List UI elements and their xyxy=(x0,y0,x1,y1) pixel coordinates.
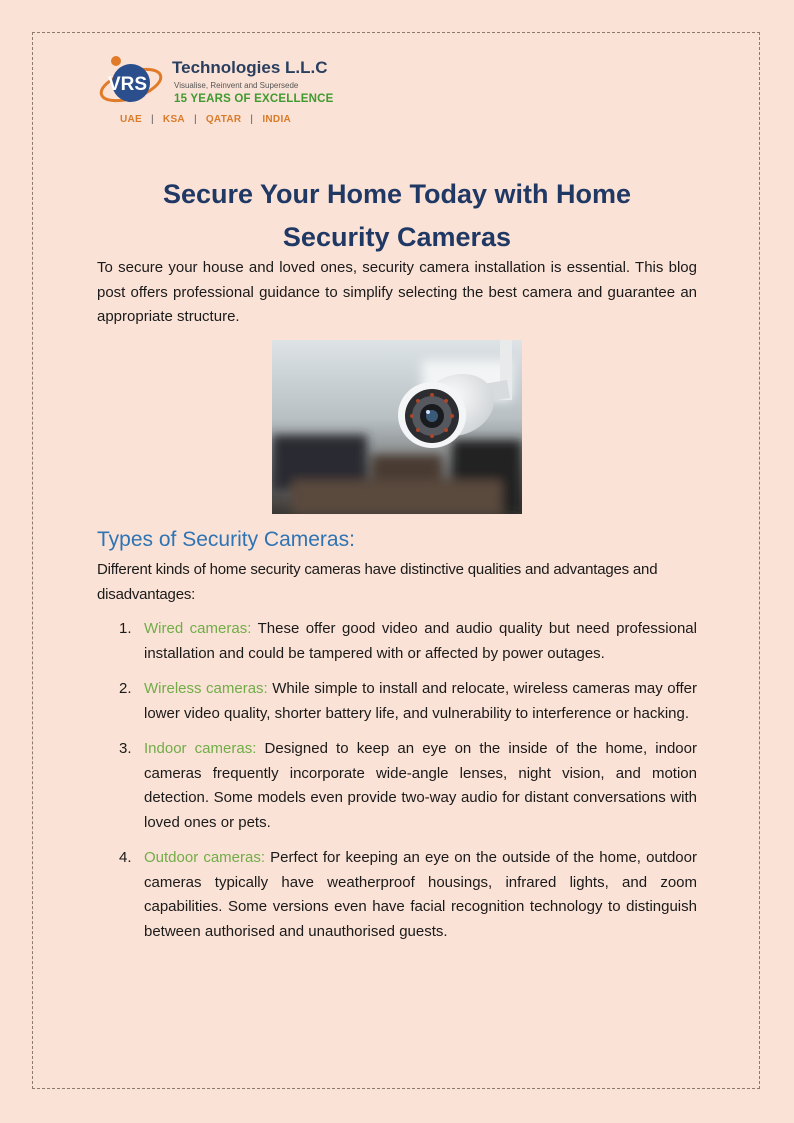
region-ksa: KSA xyxy=(162,114,185,125)
list-item-outdoor xyxy=(97,846,697,944)
page-title xyxy=(97,173,697,259)
vrs-globe-logo-icon xyxy=(98,55,170,115)
type-description: While simple to install and relocate, wireless cameras may offer lower video quality, shorter battery life, and vulnerability to interference or hacking. xyxy=(144,680,697,722)
title-line-2: Security Cameras xyxy=(282,222,512,252)
types-intro: Different kinds of home security cameras have distinctive qualities and advantages and disadvantages: xyxy=(97,561,658,603)
title-line-1: Secure Your Home Today with Home xyxy=(162,179,632,209)
list-number: 4. xyxy=(119,849,132,866)
region-separator: | xyxy=(151,114,154,125)
list-item-wired xyxy=(97,617,697,666)
security-camera-image xyxy=(272,340,522,514)
type-name: Wireless cameras: xyxy=(144,680,268,697)
type-description: These offer good video and audio quality but need professional installation and could be tampered with or affected by power outages. xyxy=(144,620,697,662)
region-qatar: QATAR xyxy=(205,114,242,125)
type-name: Indoor cameras: xyxy=(144,740,257,757)
list-number: 1. xyxy=(119,620,132,637)
company-tagline: Visualise, Reinvent and Supersede xyxy=(174,81,299,90)
region-uae: UAE xyxy=(120,114,143,125)
list-number: 2. xyxy=(119,680,132,697)
type-description: Perfect for keeping an eye on the outside of the home, outdoor cameras typically have weatherproof housings, infrared lights, and zoom capabilities. Some versions even have facial recognition technology to distinguish between authorised and unauthorised guests. xyxy=(144,849,697,940)
years-of-excellence: 15 YEARS OF EXCELLENCE xyxy=(174,93,334,105)
security-camera-icon xyxy=(272,340,522,514)
type-name: Outdoor cameras: xyxy=(144,849,266,866)
company-logo xyxy=(98,55,358,135)
region-list xyxy=(120,114,291,125)
logo-mark-text: VRS xyxy=(108,74,148,95)
region-separator: | xyxy=(193,114,197,125)
company-name: Technologies L.L.C xyxy=(172,58,328,77)
list-item-indoor xyxy=(97,737,697,835)
list-item-wireless xyxy=(97,677,697,726)
type-name: Wired cameras: xyxy=(144,620,252,637)
type-description: Designed to keep an eye on the inside of the home, indoor cameras frequently incorporate wide-angle lenses, night vision, and motion detection. Some models even provide two-way audio for distant conversations with loved ones or pets. xyxy=(144,740,697,831)
list-number: 3. xyxy=(119,740,132,757)
region-separator: | xyxy=(250,114,254,125)
camera-types-list xyxy=(97,617,697,955)
types-heading: Types of Security Cameras: xyxy=(97,528,355,551)
region-india: INDIA xyxy=(262,114,292,125)
intro-paragraph: To secure your house and loved ones, security camera installation is essential. This blog post offers professional guidance to simplify selecting the best camera and guarantee an appropriate structure. xyxy=(97,259,697,325)
